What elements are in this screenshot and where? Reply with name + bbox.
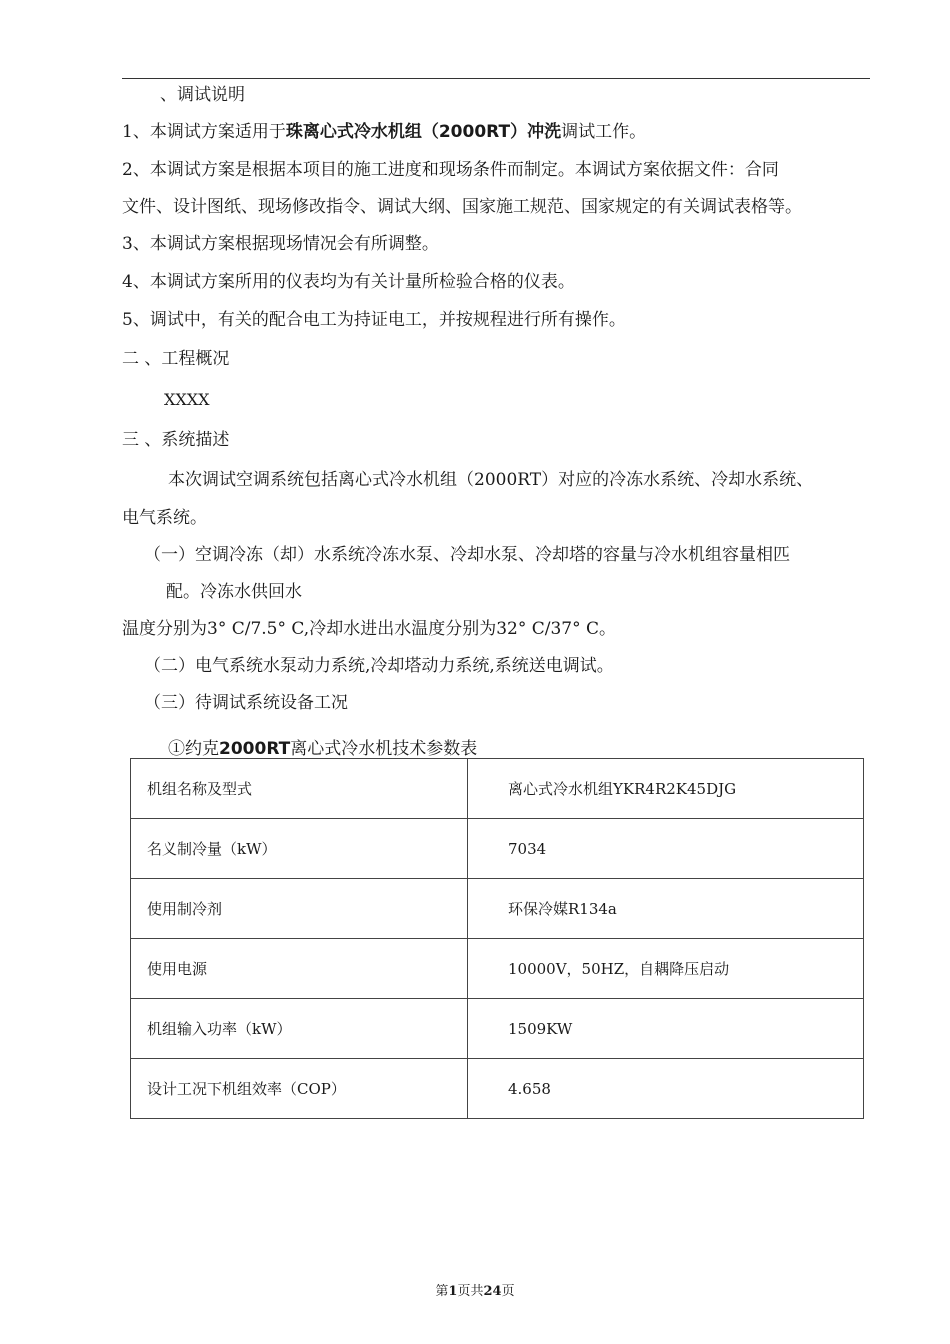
table-caption-tail: 离心式冷水机技术参数表	[290, 739, 478, 759]
row-value: 7034	[468, 819, 864, 879]
footer-middle: 页共	[457, 1284, 484, 1299]
row-value: 10000V，50HZ，自耦降压启动	[468, 939, 864, 999]
table-caption-lead: ①约克	[168, 739, 219, 759]
row-label: 使用电源	[131, 939, 468, 999]
footer-total-pages: 24	[483, 1284, 502, 1299]
row-value: 环保冷媒R134a	[468, 879, 864, 939]
subsection-2: （二）电气系统水泵动力系统,冷却塔动力系统,系统送电调试。	[144, 656, 614, 676]
item-5: 5、调试中，有关的配合电工为持证电工，并按规程进行所有操作。	[122, 310, 626, 330]
footer-suffix: 页	[501, 1284, 515, 1299]
subsection-1-line-1: （一）空调冷冻（却）水系统冷冻水泵、冷却水泵、冷却塔的容量与冷水机组容量相匹	[144, 545, 790, 565]
subsection-3: （三）待调试系统设备工况	[144, 693, 348, 713]
item-2-line-1: 2、本调试方案是根据本项目的施工进度和现场条件而制定。本调试方案依据文件：合同	[122, 160, 779, 180]
subsection-1-line-2: 配。冷冻水供回水	[166, 582, 302, 602]
item-2-line-2: 文件、设计图纸、现场修改指令、调试大纲、国家施工规范、国家规定的有关调试表格等。	[122, 197, 802, 217]
row-value: 4.658	[468, 1059, 864, 1119]
footer-prefix: 第	[435, 1284, 449, 1299]
section-1-title: 、调试说明	[160, 85, 245, 105]
item-4: 4、本调试方案所用的仪表均为有关计量所检验合格的仪表。	[122, 272, 575, 292]
item-1-bold: 珠离心式冷水机组（2000RT）冲洗	[285, 122, 562, 142]
table-row	[131, 879, 864, 939]
page-footer	[0, 1280, 950, 1299]
parameters-table	[130, 758, 864, 1119]
table-row	[131, 819, 864, 879]
section-3-title: 三 、系统描述	[122, 430, 230, 450]
section-2-body: XXXX	[164, 390, 210, 409]
row-label: 机组输入功率（kW）	[131, 999, 468, 1059]
section-2-title: 二 、工程概况	[122, 349, 230, 369]
row-label: 设计工况下机组效率（COP）	[131, 1059, 468, 1119]
row-label: 名义制冷量（kW）	[131, 819, 468, 879]
header-rule	[122, 78, 870, 79]
item-1-tail: 调试工作。	[561, 122, 647, 142]
table-row	[131, 999, 864, 1059]
table-row	[131, 939, 864, 999]
table-caption-bold: 2000RT	[219, 739, 291, 759]
table-row	[131, 1059, 864, 1119]
section-3-para-line-2: 电气系统。	[122, 508, 207, 528]
table-caption	[168, 738, 477, 760]
subsection-1-line-3: 温度分别为3° C/7.5° C,冷却水进出水温度分别为32° C/37° C。	[122, 619, 617, 639]
item-1	[122, 121, 646, 143]
row-label: 使用制冷剂	[131, 879, 468, 939]
footer-page-number: 1	[448, 1284, 458, 1299]
table-row	[131, 759, 864, 819]
item-1-lead: 1、本调试方案适用于	[122, 122, 286, 142]
row-value: 离心式冷水机组YKR4R2K45DJG	[468, 759, 864, 819]
row-value: 1509KW	[468, 999, 864, 1059]
row-label: 机组名称及型式	[131, 759, 468, 819]
item-3: 3、本调试方案根据现场情况会有所调整。	[122, 234, 439, 254]
section-3-para-line-1: 本次调试空调系统包括离心式冷水机组（2000RT）对应的冷冻水系统、冷却水系统、	[168, 470, 814, 490]
